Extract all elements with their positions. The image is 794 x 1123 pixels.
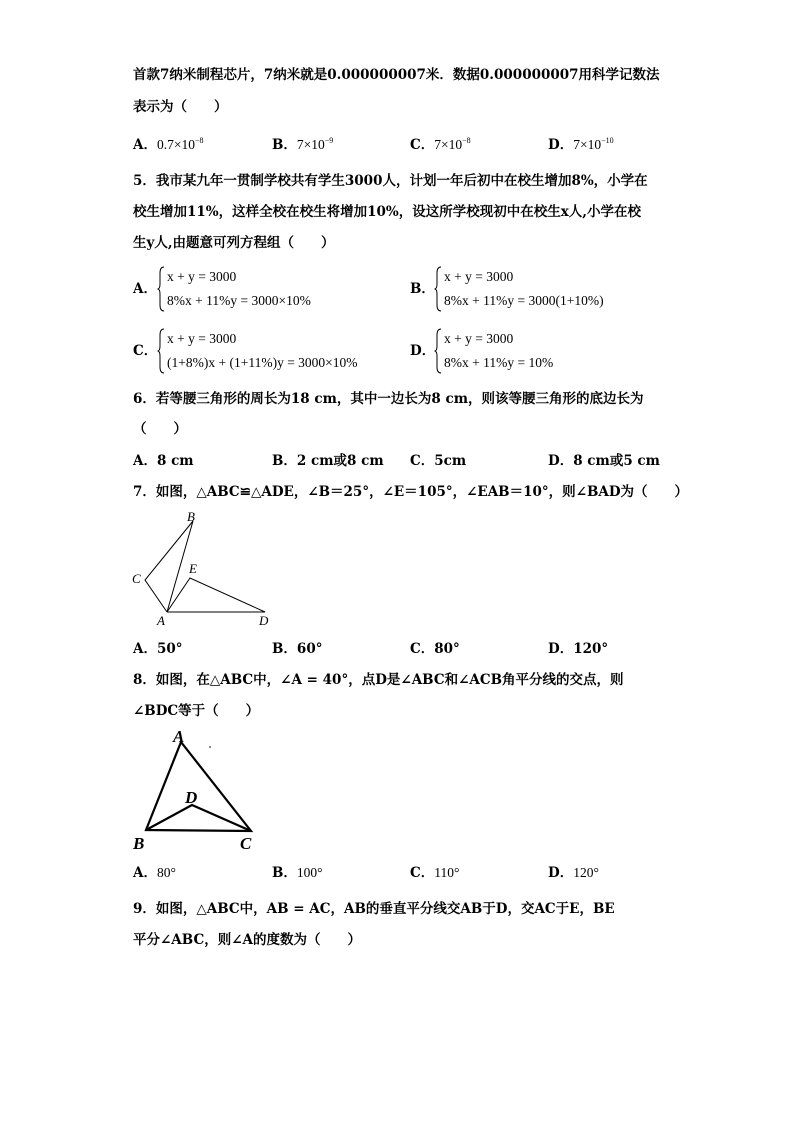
q7-label-e: E bbox=[189, 561, 197, 576]
q7-label-b: B bbox=[187, 509, 195, 524]
q8-text-line1: 8．如图，在△ABC中，∠A = 40°，点D是∠ABC和∠ACB角平分线的交点，则 bbox=[133, 672, 624, 688]
q9-text-line2: 平分∠ABC，则∠A的度数为（ ） bbox=[133, 932, 361, 948]
q8-option-c[interactable]: C．110° bbox=[410, 865, 460, 881]
q7-option-a[interactable]: A．50° bbox=[133, 641, 183, 657]
q8-option-b[interactable]: B．100° bbox=[272, 865, 323, 881]
q5-d-eq1: x + y = 3000 bbox=[444, 331, 514, 346]
q6-option-c[interactable]: C．5cm bbox=[410, 453, 467, 469]
brace-icon bbox=[434, 327, 442, 375]
q5-option-c-system bbox=[157, 327, 358, 375]
q7-option-c[interactable]: C．80° bbox=[410, 641, 460, 657]
q5-d-eq2: 8%x + 11%y = 10% bbox=[444, 355, 554, 370]
q6-option-b[interactable]: B．2 cm或8 cm bbox=[272, 453, 384, 469]
q8-option-d[interactable]: D．120° bbox=[548, 865, 599, 881]
q5-b-eq2: 8%x + 11%y = 3000(1+10%) bbox=[444, 293, 604, 308]
brace-icon bbox=[434, 265, 442, 313]
q5-text-line1: 5．我市某九年一贯制学校共有学生3000人，计划一年后初中在校生增加8%，小学在 bbox=[133, 173, 648, 189]
q7-text-line1: 7．如图，△ABC≌△ADE，∠B＝25°，∠E＝105°，∠EAB＝10°，则∠BAD为（ ） bbox=[133, 484, 689, 500]
q5-option-b[interactable]: B． bbox=[410, 281, 435, 297]
q5-c-eq2: (1+8%)x + (1+11%)y = 3000×10% bbox=[167, 355, 358, 370]
q8-triangle-abc bbox=[146, 742, 251, 831]
q8-option-a[interactable]: A．80° bbox=[133, 865, 176, 881]
q8-label-c: C bbox=[240, 834, 252, 853]
q7-label-c: C bbox=[132, 571, 141, 586]
q7-option-d[interactable]: D．120° bbox=[548, 641, 609, 657]
q4-text-line1: 首款7纳米制程芯片，7纳米就是0.000000007米．数据0.000000007用科学记数法 bbox=[133, 67, 660, 83]
q6-option-d[interactable]: D．8 cm或5 cm bbox=[548, 453, 660, 469]
q7-triangle-abc bbox=[145, 521, 193, 612]
q6-option-a[interactable]: A．8 cm bbox=[133, 453, 194, 469]
q9-text-line1: 9．如图，△ABC中，AB = AC，AB的垂直平分线交AB于D，交AC于E，BE bbox=[133, 901, 615, 917]
q4-text-line2: 表示为（ ） bbox=[133, 99, 228, 115]
q5-text-line3: 生y人,由题意可列方程组（ ） bbox=[133, 235, 335, 251]
q4-option-c[interactable]: C．$7\times 10^{-8}$ bbox=[410, 136, 471, 153]
q7-figure-triangles bbox=[125, 505, 285, 630]
q5-option-a[interactable]: A． bbox=[133, 281, 157, 297]
q6-text-line1: 6．若等腰三角形的周长为18 cm，其中一边长为8 cm，则该等腰三角形的底边长为 bbox=[133, 391, 644, 407]
brace-icon bbox=[157, 265, 165, 313]
q5-option-a-system bbox=[157, 265, 311, 313]
q5-b-eq1: x + y = 3000 bbox=[444, 269, 514, 284]
q8-label-b: B bbox=[133, 834, 145, 853]
q5-option-d-system bbox=[434, 327, 553, 375]
q8-label-d: D bbox=[185, 788, 198, 807]
q4-option-a[interactable]: A．$0.7\times 10^{-8}$ bbox=[133, 136, 204, 153]
q7-triangle-ade bbox=[167, 578, 265, 612]
q6-text-line2: （ ） bbox=[133, 421, 187, 437]
q5-a-eq2: 8%x + 11%y = 3000×10% bbox=[167, 293, 311, 308]
q8-text-line2: ∠BDC等于（ ） bbox=[133, 703, 260, 719]
q8-bisector-lines bbox=[146, 805, 251, 831]
q4-option-d[interactable]: D．$7\times 10^{-10}$ bbox=[548, 136, 614, 153]
q7-label-a: A bbox=[157, 613, 165, 628]
q5-c-eq1: x + y = 3000 bbox=[167, 331, 237, 346]
q7-label-d: D bbox=[259, 613, 269, 628]
q7-option-b[interactable]: B．60° bbox=[272, 641, 323, 657]
q5-text-line2: 校生增加11%，这样全校在校生将增加10%，设这所学校现初中在校生x人,小学在校 bbox=[133, 204, 641, 220]
brace-icon bbox=[157, 327, 165, 375]
q5-option-b-system bbox=[434, 265, 604, 313]
q8-label-a: A bbox=[173, 727, 185, 746]
q5-a-eq1: x + y = 3000 bbox=[167, 269, 237, 284]
q8-figure-triangle bbox=[128, 725, 268, 855]
q5-option-d[interactable]: D． bbox=[410, 343, 436, 359]
q5-option-c[interactable]: C． bbox=[133, 343, 158, 359]
q4-option-b[interactable]: B．$7\times 10^{-9}$ bbox=[272, 136, 334, 153]
